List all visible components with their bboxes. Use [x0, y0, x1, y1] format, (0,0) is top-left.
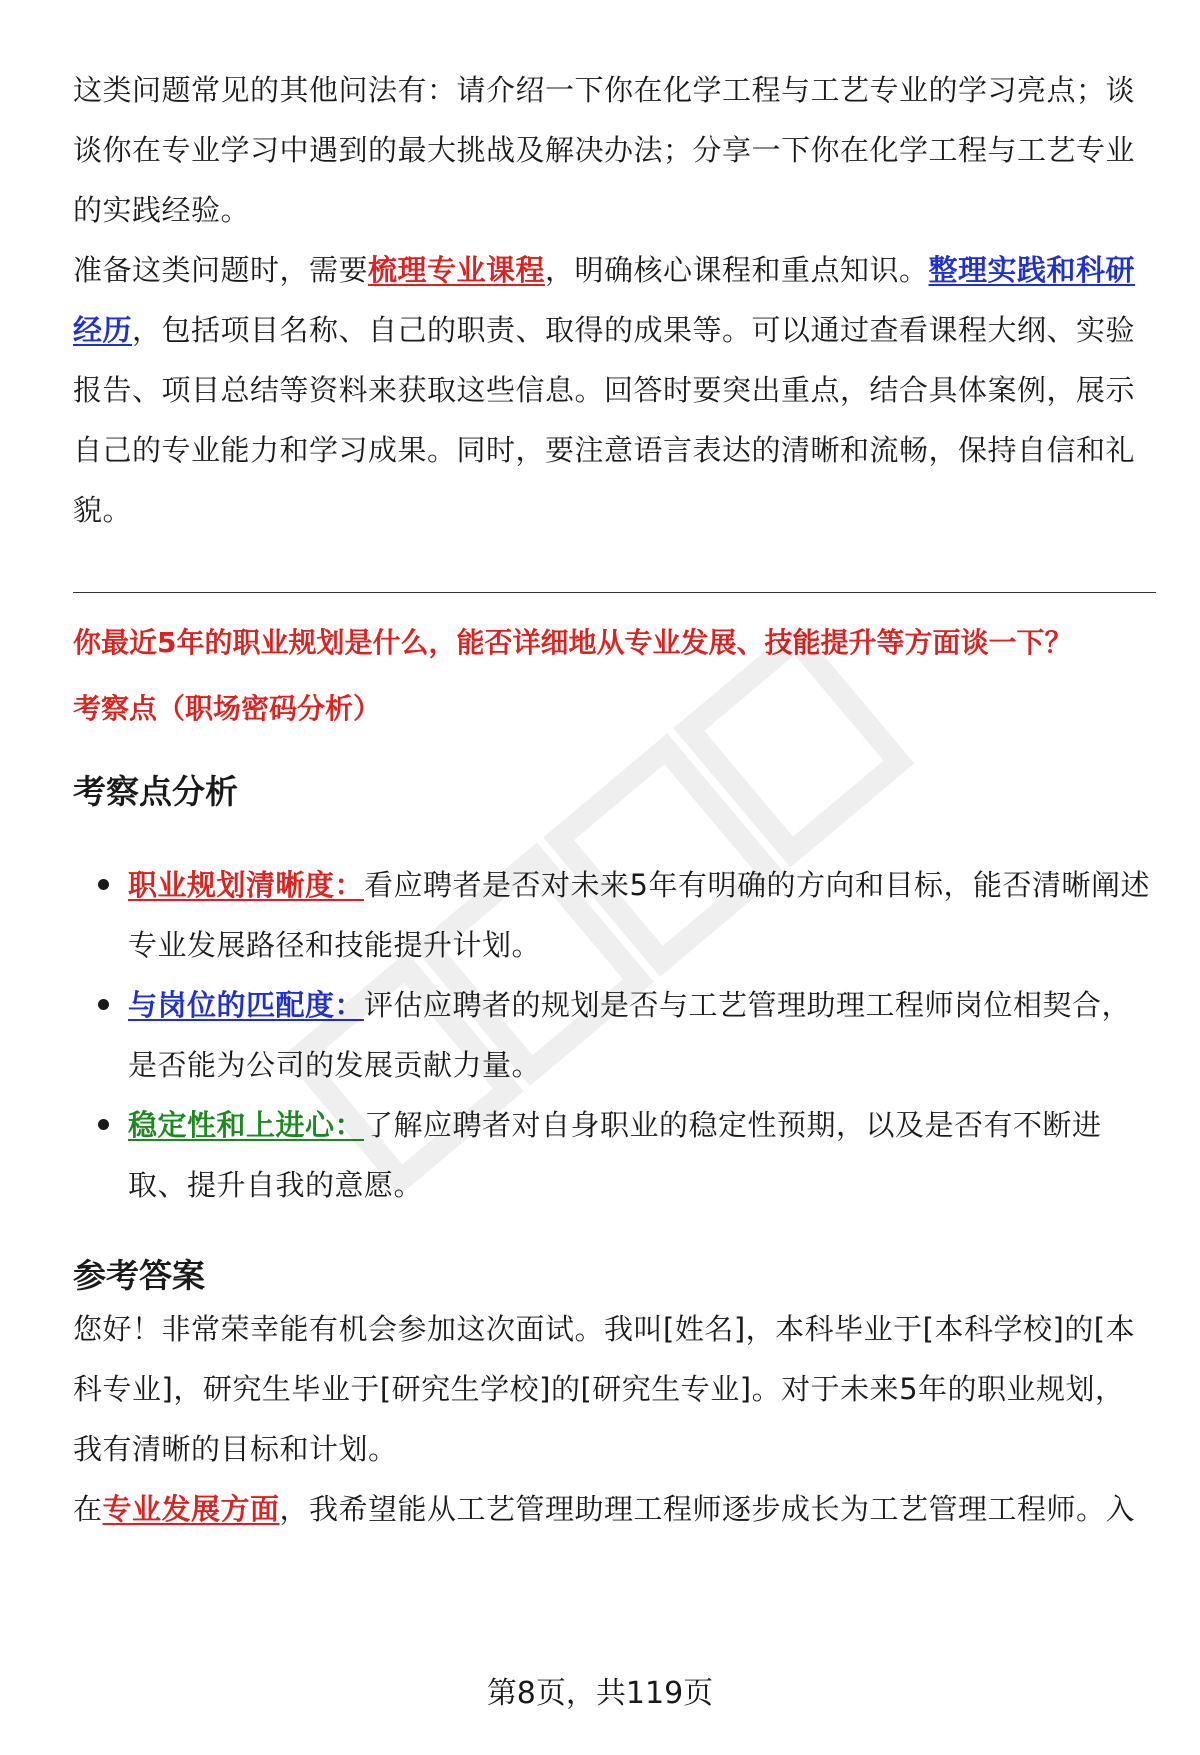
point-text: 了解应聘者对自身职业的稳定性预期，以及是否有不断进取、提升自我的意愿。 — [128, 1108, 1102, 1202]
paragraph-text: ，我希望能从工艺管理助理工程师逐步成长为工艺管理工程师。入 — [279, 1492, 1136, 1526]
highlight-course-review: 梳理专业课程 — [368, 253, 546, 287]
paragraph-text: 准备这类问题时，需要 — [73, 253, 369, 287]
paragraph-answer-intro: 您好！非常荣幸能有机会参加这次面试。我叫[姓名]，本科毕业于[本科学校]的[本科专业]，研究生毕业于[研究生学校]的[研究生专业]。对于未来5年的职业规划，我有清晰的目标和计划。 — [73, 1312, 1136, 1466]
bullet-icon — [98, 879, 109, 890]
exam-point-label: 考察点（职场密码分析） — [73, 692, 382, 725]
analysis-point — [73, 975, 1153, 1095]
answer-heading: 参考答案 — [73, 1256, 205, 1295]
paragraph-text: 在 — [73, 1492, 103, 1526]
paragraph-text: ，包括项目名称、自己的职责、取得的成果等。可以通过查看课程大纲、实验报告、项目总结等资料来获取这些信息。回答时要突出重点，结合具体案例，展示自己的专业能力和学习成果。同时，要注意语言表达的清晰和流畅，保持自信和礼貌。 — [73, 313, 1136, 527]
bullet-icon — [98, 999, 109, 1010]
highlight-practice-research: 整理实践和科研经历 — [73, 253, 1136, 347]
point-text: 看应聘者是否对未来5年有明确的方向和目标，能否清晰阐述专业发展路径和技能提升计划。 — [128, 868, 1150, 962]
page-footer: 第8页，共119页 — [486, 1676, 714, 1711]
paragraph-text: ，明确核心课程和重点知识。 — [545, 253, 929, 287]
paragraph-career-development — [73, 1479, 1153, 1539]
point-label: 与岗位的匹配度： — [128, 988, 365, 1022]
paragraph-alt-questions: 这类问题常见的其他问法有：请介绍一下你在化学工程与工艺专业的学习亮点；谈谈你在专业学习中遇到的最大挑战及解决办法；分享一下你在化学工程与工艺专业的实践经验。 — [73, 73, 1136, 227]
document-page — [73, 60, 1153, 1539]
section-divider — [73, 592, 1156, 593]
point-label: 稳定性和上进心： — [128, 1108, 365, 1142]
analysis-heading: 考察点分析 — [73, 772, 238, 811]
point-text: 评估应聘者的规划是否与工艺管理助理工程师岗位相契合，是否能为公司的发展贡献力量。 — [128, 988, 1132, 1082]
analysis-point-list — [73, 855, 1153, 1215]
interview-question: 你最近5年的职业规划是什么，能否详细地从专业发展、技能提升等方面谈一下？ — [73, 626, 1073, 659]
point-label: 职业规划清晰度： — [128, 868, 365, 902]
analysis-point — [73, 1095, 1153, 1215]
highlight-professional-development: 专业发展方面 — [102, 1492, 280, 1526]
bullet-icon — [98, 1119, 109, 1130]
analysis-point — [73, 855, 1153, 975]
paragraph-preparation — [73, 240, 1153, 540]
